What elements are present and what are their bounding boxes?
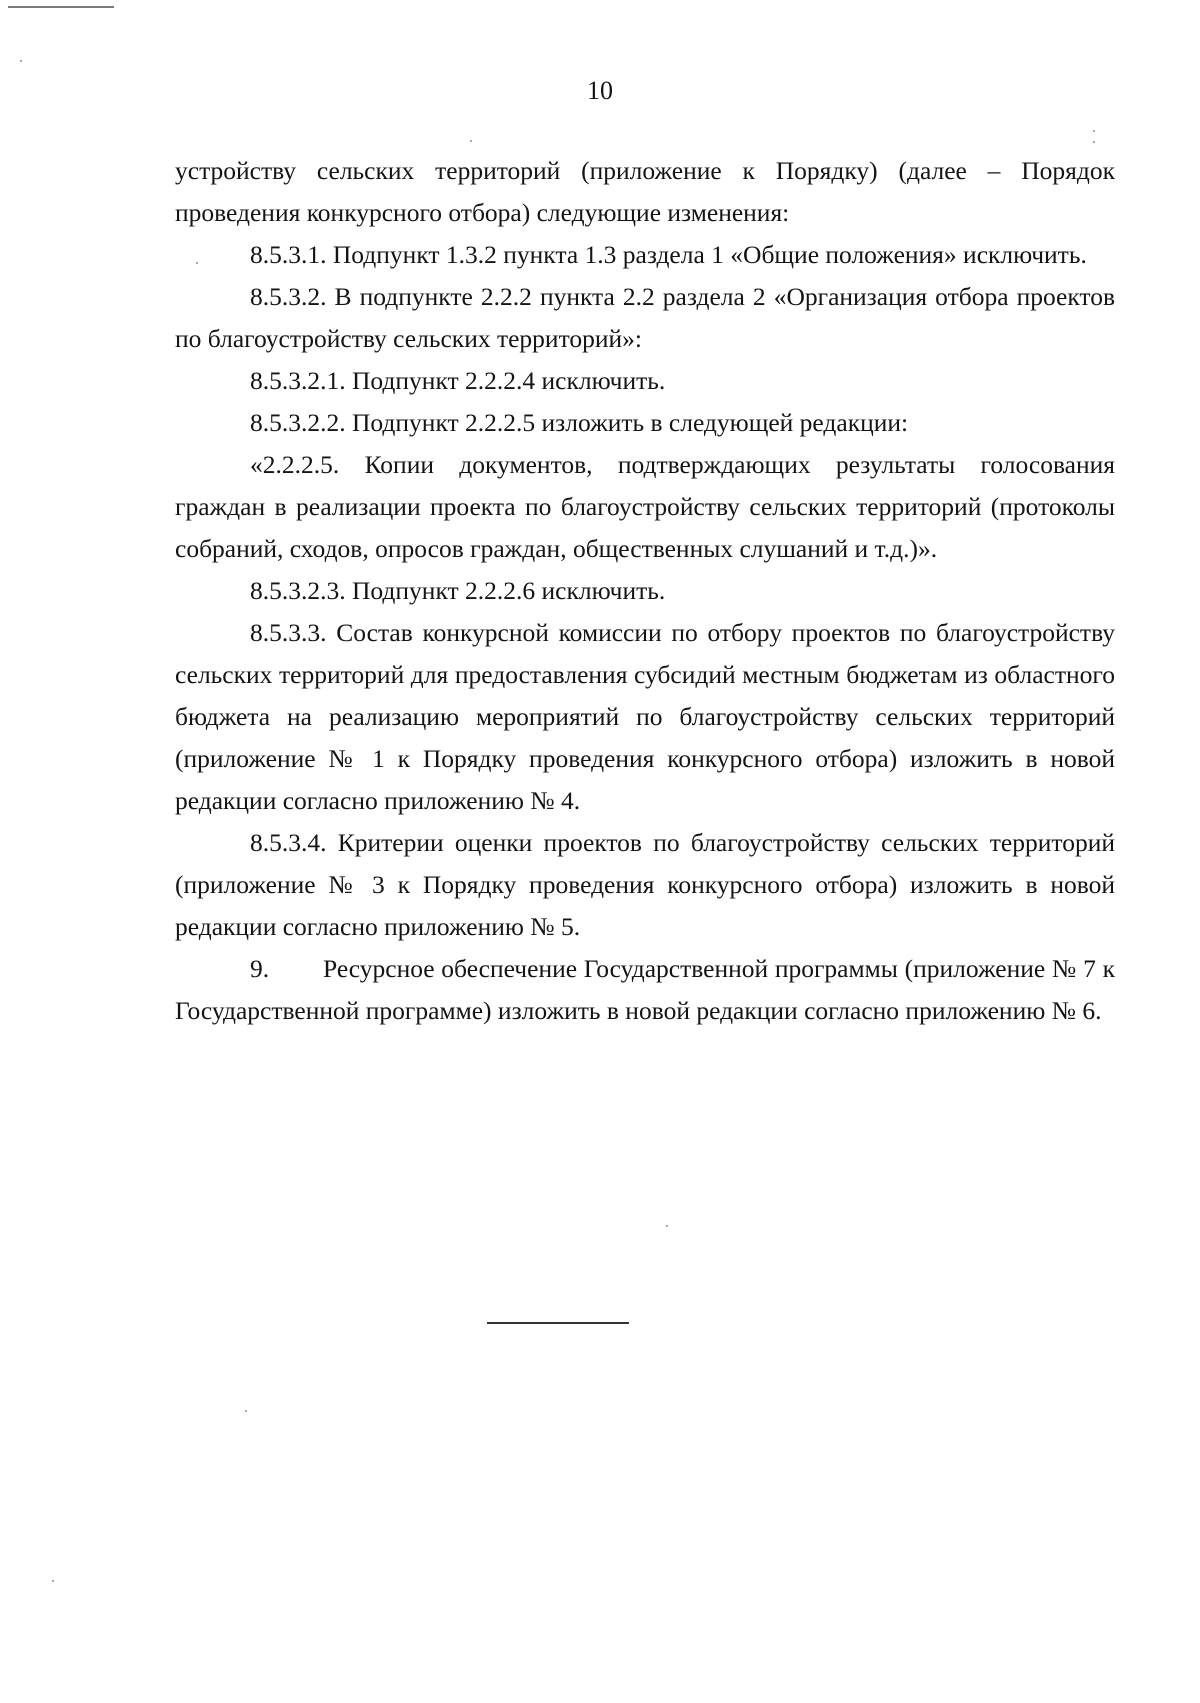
- paragraph-item-9: [175, 948, 1115, 1032]
- paragraph-8-5-3-2: 8.5.3.2. В подпункте 2.2.2 пункта 2.2 раздела 2 «Организация отбора проектов по благоустройству сельских территорий»:: [175, 282, 1115, 353]
- item-9-number: 9.: [250, 954, 270, 983]
- document-body: [175, 150, 1115, 1032]
- paragraph-8-5-3-1: 8.5.3.1. Подпункт 1.3.2 пункта 1.3 раздела 1 «Общие положения» исключить.: [250, 240, 1087, 269]
- scan-speck: [1093, 141, 1095, 143]
- end-of-document-rule: [487, 1322, 629, 1324]
- scan-speck: [666, 1225, 668, 1227]
- paragraph-quote-2-2-2-5: «2.2.2.5. Копии документов, подтверждающих результаты голосования граждан в реализации проекта по благоустройству сельских территорий (протоколы собраний, сходов, опросов граждан, общественных слушаний и т.д.)».: [175, 450, 1115, 563]
- page-number: 10: [587, 76, 613, 105]
- scan-speck: [20, 60, 22, 62]
- paragraph-8-5-3-2-2: 8.5.3.2.2. Подпункт 2.2.2.5 изложить в следующей редакции:: [250, 408, 909, 437]
- paragraph-8-5-3-4: 8.5.3.4. Критерии оценки проектов по благоустройству сельских территорий (приложение № 3 к Порядку проведения конкурсного отбора) изложить в новой редакции согласно приложению № 5.: [175, 828, 1115, 941]
- paragraph-8-5-3-2-1: 8.5.3.2.1. Подпункт 2.2.2.4 исключить.: [250, 366, 666, 395]
- scan-speck: [470, 140, 472, 142]
- paragraph-8-5-3-2-3: 8.5.3.2.3. Подпункт 2.2.2.6 исключить.: [250, 576, 666, 605]
- paragraph-8-5-3-3: 8.5.3.3. Состав конкурсной комиссии по отбору проектов по благоустройству сельских территорий для предоставления субсидий местным бюджетам из областного бюджета на реализацию мероприятий по благоустройству сельских территорий (приложение № 1 к Порядку проведения конкурсного отбора) изложить в новой редакции согласно приложению № 4.: [175, 618, 1115, 815]
- scan-edge-line: [8, 6, 114, 8]
- scan-speck: [1093, 130, 1095, 132]
- scan-speck: [52, 1580, 54, 1582]
- scan-speck: [245, 1410, 247, 1412]
- scan-speck: [196, 262, 198, 264]
- item-9-text: Ресурсное обеспечение Государственной программы (приложение № 7 к Государственной программе) изложить в новой редакции согласно приложению № 6.: [175, 954, 1115, 1025]
- paragraph-continuation: устройству сельских территорий (приложение к Порядку) (далее – Порядок проведения конкурсного отбора) следующие изменения:: [175, 156, 1115, 227]
